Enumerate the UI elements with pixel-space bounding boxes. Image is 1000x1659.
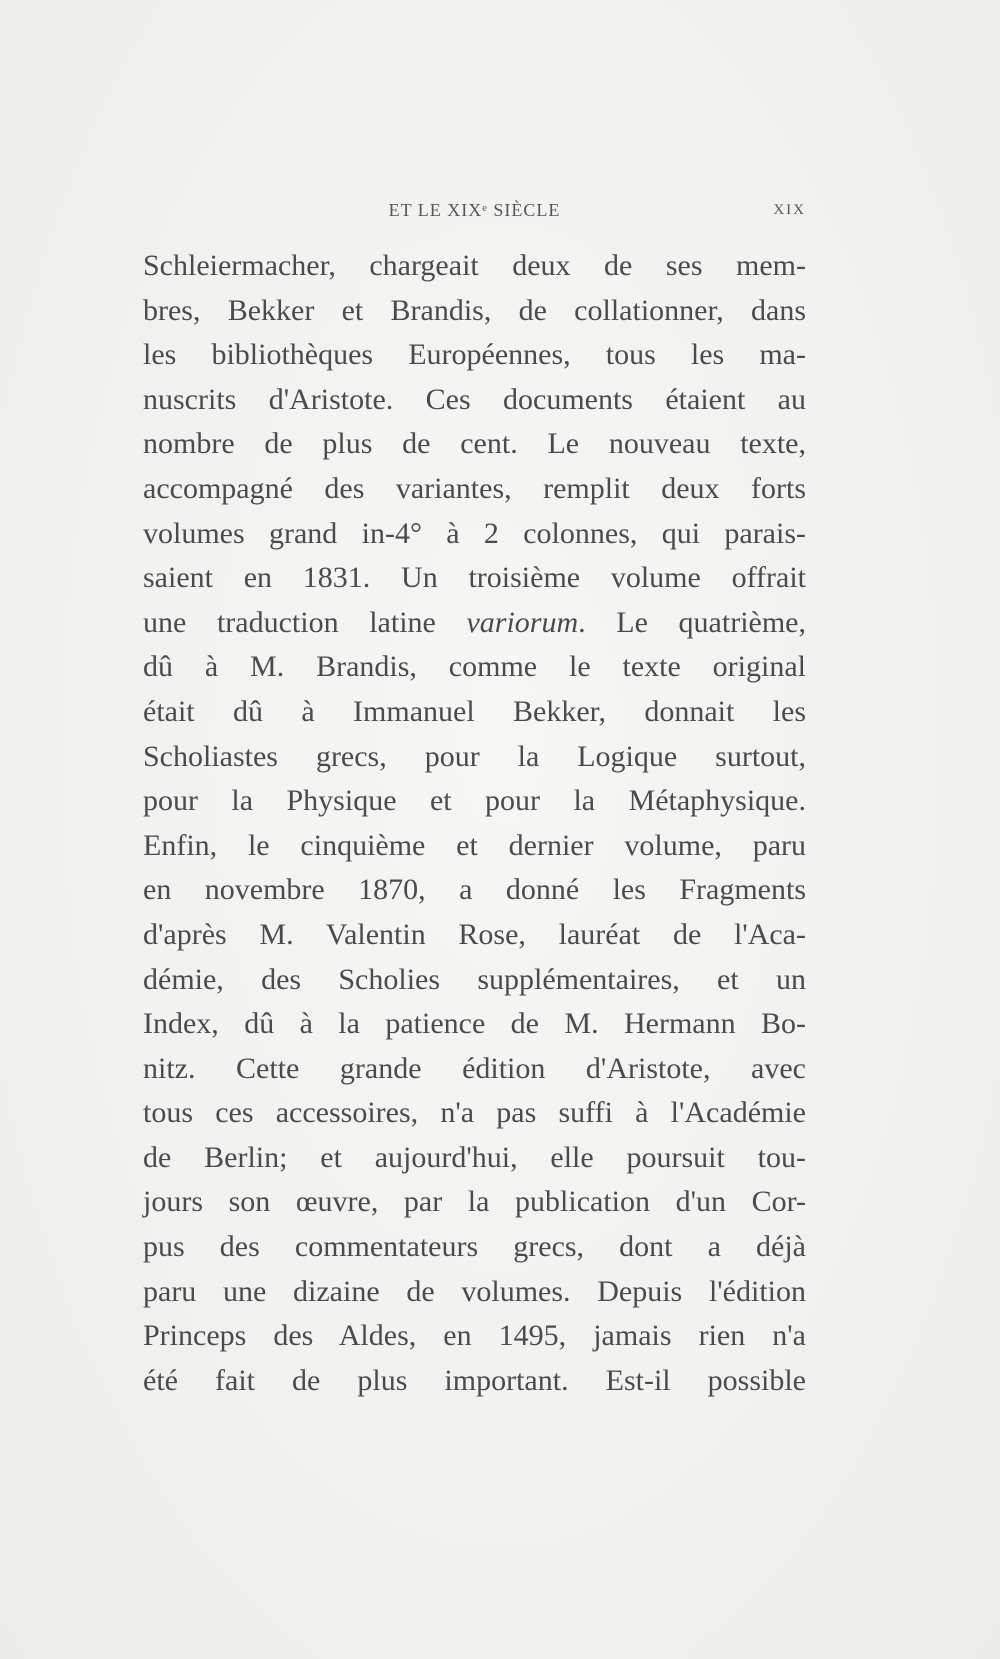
text-line: été fait de plus important. Est-il possible <box>143 1363 806 1397</box>
text-segment: . Le quatrième, <box>578 605 807 639</box>
text-line: Schleiermacher, chargeait deux de ses mem- <box>143 249 806 282</box>
text-line: paru une dizaine de volumes. Depuis l'édition <box>143 1274 806 1308</box>
body-text <box>143 244 806 1403</box>
text-line: pus des commentateurs grecs, dont a déjà <box>143 1230 806 1264</box>
text-line: accompagné des variantes, remplit deux forts <box>143 471 806 505</box>
italic-term: variorum <box>466 605 579 639</box>
text-line: volumes grand in-4° à 2 colonnes, qui parais- <box>143 516 806 550</box>
running-head <box>143 200 806 230</box>
text-line: Enfin, le cinquième et dernier volume, paru <box>143 828 806 862</box>
text-line: tous ces accessoires, n'a pas suffi à l'Académie <box>143 1096 806 1130</box>
text-line: bres, Bekker et Brandis, de collationner, dans <box>143 293 806 327</box>
text-segment: une traduction latine <box>143 605 467 639</box>
text-line: était dû à Immanuel Bekker, donnait les <box>143 694 806 728</box>
text-line: en novembre 1870, a donné les Fragments <box>143 873 806 907</box>
text-line: Princeps des Aldes, en 1495, jamais rien n'a <box>143 1319 806 1353</box>
text-line: saient en 1831. Un troisième volume offrait <box>143 561 806 595</box>
text-line: les bibliothèques Européennes, tous les ma- <box>143 338 806 372</box>
text-line: démie, des Scholies supplémentaires, et un <box>143 962 806 996</box>
running-title: ET LE XIXᵉ SIÈCLE <box>388 200 561 220</box>
text-line: dû à M. Brandis, comme le texte original <box>143 650 806 684</box>
text-line: Index, dû à la patience de M. Hermann Bo- <box>143 1007 806 1041</box>
text-line: d'après M. Valentin Rose, lauréat de l'Aca- <box>143 917 806 951</box>
text-line: pour la Physique et pour la Métaphysique. <box>143 784 806 818</box>
text-line: de Berlin; et aujourd'hui, elle poursuit tou- <box>143 1140 806 1174</box>
text-line: nombre de plus de cent. Le nouveau texte, <box>143 427 806 461</box>
text-line: jours son œuvre, par la publication d'un Cor- <box>143 1185 806 1219</box>
text-line: nitz. Cette grande édition d'Aristote, avec <box>143 1051 806 1085</box>
text-line: nuscrits d'Aristote. Ces documents étaient au <box>143 382 806 416</box>
page-number: XIX <box>773 202 806 218</box>
text-line <box>143 601 806 646</box>
text-line: Scholiastes grecs, pour la Logique surtout, <box>143 739 806 773</box>
